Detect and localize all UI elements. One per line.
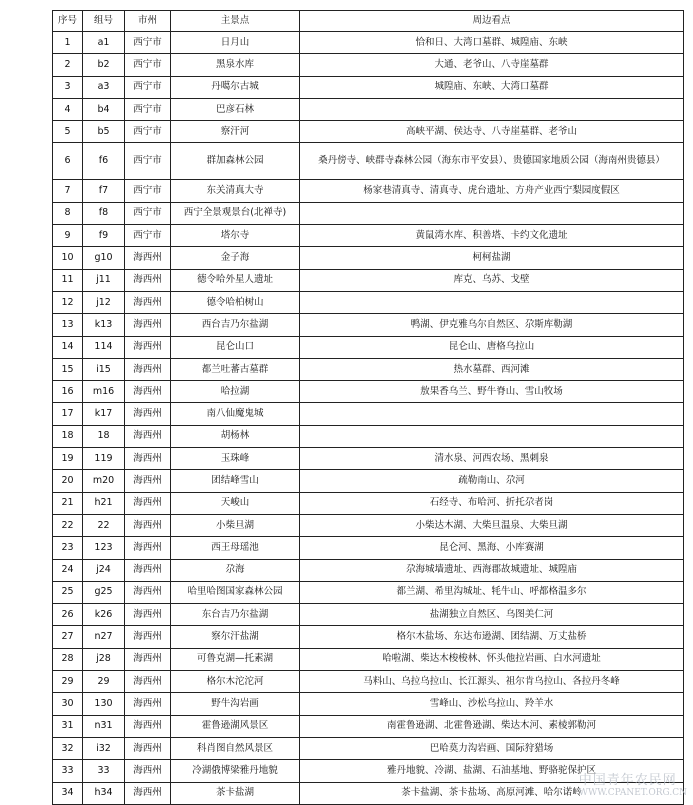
- cell-index: 16: [53, 381, 83, 403]
- cell-main-spot: 西台吉乃尔盐湖: [171, 314, 300, 336]
- cell-main-spot: 团结峰雪山: [171, 470, 300, 492]
- cell-group: m16: [83, 381, 125, 403]
- cell-nearby: 雪峰山、沙松乌拉山、羚羊水: [300, 693, 684, 715]
- table-row: [53, 143, 684, 180]
- cell-group: j11: [83, 269, 125, 291]
- cell-nearby: 马料山、乌拉乌拉山、长江源头、祖尔肯乌拉山、各拉丹冬峰: [300, 671, 684, 693]
- cell-group: 119: [83, 448, 125, 470]
- watermark-url: WWW.CPANET.ORG.CN: [578, 788, 687, 798]
- cell-nearby: 石经寺、布哈河、折托尕者岗: [300, 492, 684, 514]
- cell-city: 西宁市: [125, 143, 171, 180]
- cell-main-spot: 察尔汗盐湖: [171, 626, 300, 648]
- cell-group: f8: [83, 202, 125, 224]
- header-index: 序号: [53, 11, 83, 32]
- table-row: [53, 381, 684, 403]
- cell-main-spot: 东台吉乃尔盐湖: [171, 604, 300, 626]
- cell-main-spot: 玉珠峰: [171, 448, 300, 470]
- cell-group: b4: [83, 98, 125, 120]
- cell-index: 5: [53, 121, 83, 143]
- cell-main-spot: 德令哈外星人遗址: [171, 269, 300, 291]
- cell-index: 18: [53, 425, 83, 447]
- table-row: [53, 291, 684, 313]
- cell-index: 20: [53, 470, 83, 492]
- cell-nearby: 哈啦湖、柴达木梭梭林、怀头他拉岩画、白水河遗址: [300, 648, 684, 670]
- cell-main-spot: 黑泉水库: [171, 54, 300, 76]
- cell-main-spot: 日月山: [171, 32, 300, 54]
- cell-city: 海西州: [125, 247, 171, 269]
- cell-group: k26: [83, 604, 125, 626]
- cell-group: b2: [83, 54, 125, 76]
- cell-city: 海西州: [125, 537, 171, 559]
- cell-nearby: 雅丹地貌、冷湖、盐湖、石油基地、野骆驼保护区: [300, 760, 684, 782]
- watermark: [579, 769, 687, 798]
- scenic-spots-table: [52, 10, 684, 805]
- cell-main-spot: 科肖图自然风景区: [171, 737, 300, 759]
- table-row: [53, 32, 684, 54]
- cell-nearby: 南霍鲁逊湖、北霍鲁逊湖、柴达木河、素棱郭勒河: [300, 715, 684, 737]
- cell-index: 33: [53, 760, 83, 782]
- cell-main-spot: 都兰吐蕃古墓群: [171, 358, 300, 380]
- table-row: [53, 470, 684, 492]
- cell-nearby: 盐湖独立自然区、乌图美仁河: [300, 604, 684, 626]
- cell-city: 西宁市: [125, 54, 171, 76]
- cell-nearby: 城隍庙、东峡、大湾口墓群: [300, 76, 684, 98]
- cell-group: j24: [83, 559, 125, 581]
- table-row: [53, 336, 684, 358]
- cell-group: h21: [83, 492, 125, 514]
- table-row: [53, 425, 684, 447]
- cell-index: 15: [53, 358, 83, 380]
- table-row: [53, 492, 684, 514]
- cell-city: 西宁市: [125, 180, 171, 202]
- cell-index: 30: [53, 693, 83, 715]
- cell-main-spot: 野牛沟岩画: [171, 693, 300, 715]
- cell-group: 114: [83, 336, 125, 358]
- cell-nearby: [300, 202, 684, 224]
- cell-main-spot: 塔尔寺: [171, 225, 300, 247]
- table-container: [52, 10, 683, 805]
- cell-index: 24: [53, 559, 83, 581]
- cell-index: 2: [53, 54, 83, 76]
- cell-nearby: [300, 425, 684, 447]
- cell-group: g25: [83, 581, 125, 603]
- cell-main-spot: 哈拉湖: [171, 381, 300, 403]
- table-row: [53, 715, 684, 737]
- cell-group: f9: [83, 225, 125, 247]
- cell-index: 22: [53, 514, 83, 536]
- table-row: [53, 604, 684, 626]
- table-row: [53, 626, 684, 648]
- cell-index: 31: [53, 715, 83, 737]
- cell-group: 18: [83, 425, 125, 447]
- cell-city: 海西州: [125, 269, 171, 291]
- cell-nearby: 敖果香乌兰、野牛脊山、雪山牧场: [300, 381, 684, 403]
- cell-main-spot: 哈里哈图国家森林公园: [171, 581, 300, 603]
- cell-main-spot: 霍鲁逊湖风景区: [171, 715, 300, 737]
- cell-main-spot: 西王母瑶池: [171, 537, 300, 559]
- table-row: [53, 358, 684, 380]
- cell-city: 海西州: [125, 448, 171, 470]
- cell-group: a3: [83, 76, 125, 98]
- cell-city: 西宁市: [125, 202, 171, 224]
- cell-city: 海西州: [125, 336, 171, 358]
- cell-group: n31: [83, 715, 125, 737]
- cell-main-spot: 小柴旦湖: [171, 514, 300, 536]
- cell-nearby: 恰和日、大湾口墓群、城隍庙、东峡: [300, 32, 684, 54]
- table-row: [53, 537, 684, 559]
- cell-city: 海西州: [125, 671, 171, 693]
- cell-city: 海西州: [125, 492, 171, 514]
- cell-main-spot: 金子海: [171, 247, 300, 269]
- header-nearby: 周边看点: [300, 11, 684, 32]
- cell-index: 11: [53, 269, 83, 291]
- cell-nearby: 鸭湖、伊克雅乌尔自然区、尕斯库勒湖: [300, 314, 684, 336]
- table-row: [53, 581, 684, 603]
- cell-main-spot: 天峻山: [171, 492, 300, 514]
- cell-nearby: 疏勒南山、尕河: [300, 470, 684, 492]
- cell-nearby: 清水泉、河西农场、黑刺泉: [300, 448, 684, 470]
- cell-city: 海西州: [125, 604, 171, 626]
- cell-index: 6: [53, 143, 83, 180]
- table-row: [53, 54, 684, 76]
- cell-index: 10: [53, 247, 83, 269]
- cell-city: 海西州: [125, 782, 171, 804]
- cell-group: 130: [83, 693, 125, 715]
- cell-group: b5: [83, 121, 125, 143]
- table-body: [53, 32, 684, 805]
- cell-city: 西宁市: [125, 121, 171, 143]
- cell-city: 海西州: [125, 514, 171, 536]
- cell-main-spot: 昆仑山口: [171, 336, 300, 358]
- cell-group: f7: [83, 180, 125, 202]
- cell-main-spot: 察汗河: [171, 121, 300, 143]
- cell-index: 28: [53, 648, 83, 670]
- cell-nearby: 高峡平湖、侯达寺、八寺崖墓群、老爷山: [300, 121, 684, 143]
- cell-index: 4: [53, 98, 83, 120]
- cell-index: 27: [53, 626, 83, 648]
- cell-nearby: 杨家巷清真寺、清真寺、虎台遗址、方舟产业西宁梨园度假区: [300, 180, 684, 202]
- cell-nearby: [300, 98, 684, 120]
- cell-group: 123: [83, 537, 125, 559]
- cell-nearby: [300, 291, 684, 313]
- cell-group: n27: [83, 626, 125, 648]
- cell-index: 25: [53, 581, 83, 603]
- header-row: [53, 11, 684, 32]
- cell-nearby: 黄鼠湾水库、积善塔、卡约文化遗址: [300, 225, 684, 247]
- cell-nearby: [300, 403, 684, 425]
- table-row: [53, 269, 684, 291]
- cell-index: 13: [53, 314, 83, 336]
- cell-city: 西宁市: [125, 98, 171, 120]
- header-main-spot: 主景点: [171, 11, 300, 32]
- cell-index: 19: [53, 448, 83, 470]
- cell-city: 海西州: [125, 358, 171, 380]
- cell-index: 23: [53, 537, 83, 559]
- cell-group: i15: [83, 358, 125, 380]
- cell-group: 22: [83, 514, 125, 536]
- cell-index: 26: [53, 604, 83, 626]
- cell-index: 12: [53, 291, 83, 313]
- cell-nearby: 茶卡盐湖、茶卡盐场、高原河滩、哈尔诺岭: [300, 782, 684, 804]
- cell-city: 海西州: [125, 314, 171, 336]
- cell-nearby: 小柴达木湖、大柴旦温泉、大柴旦湖: [300, 514, 684, 536]
- cell-main-spot: 丹噶尔古城: [171, 76, 300, 98]
- watermark-cn: 中国青年农民网: [578, 773, 677, 788]
- cell-city: 海西州: [125, 715, 171, 737]
- table-row: [53, 514, 684, 536]
- table-row: [53, 737, 684, 759]
- cell-nearby: 库克、乌苏、戈壁: [300, 269, 684, 291]
- cell-nearby: 昆仑河、黑海、小库赛湖: [300, 537, 684, 559]
- cell-index: 9: [53, 225, 83, 247]
- cell-main-spot: 东关清真大寺: [171, 180, 300, 202]
- cell-group: m20: [83, 470, 125, 492]
- cell-city: 海西州: [125, 291, 171, 313]
- cell-index: 3: [53, 76, 83, 98]
- table-row: [53, 559, 684, 581]
- cell-main-spot: 冷湖俄博梁雅丹地貌: [171, 760, 300, 782]
- table-row: [53, 448, 684, 470]
- table-row: [53, 76, 684, 98]
- table-row: [53, 247, 684, 269]
- cell-nearby: 桑丹傍寺、峡群寺森林公园（海东市平安县）、贵德国家地质公园（海南州贵德县）: [300, 143, 684, 180]
- cell-group: 29: [83, 671, 125, 693]
- cell-group: 33: [83, 760, 125, 782]
- cell-group: k13: [83, 314, 125, 336]
- cell-index: 34: [53, 782, 83, 804]
- cell-index: 21: [53, 492, 83, 514]
- cell-main-spot: 巴彦石林: [171, 98, 300, 120]
- cell-index: 1: [53, 32, 83, 54]
- cell-group: f6: [83, 143, 125, 180]
- cell-index: 32: [53, 737, 83, 759]
- cell-nearby: 格尔木盐场、东达布逊湖、团结湖、万丈盐桥: [300, 626, 684, 648]
- table-row: [53, 98, 684, 120]
- cell-group: h34: [83, 782, 125, 804]
- cell-main-spot: 可鲁克湖—托素湖: [171, 648, 300, 670]
- table-row: [53, 225, 684, 247]
- cell-group: g10: [83, 247, 125, 269]
- table-row: [53, 314, 684, 336]
- cell-group: k17: [83, 403, 125, 425]
- cell-city: 西宁市: [125, 76, 171, 98]
- cell-main-spot: 胡杨林: [171, 425, 300, 447]
- cell-city: 西宁市: [125, 32, 171, 54]
- cell-main-spot: 南八仙魔鬼城: [171, 403, 300, 425]
- table-row: [53, 121, 684, 143]
- cell-city: 海西州: [125, 626, 171, 648]
- cell-city: 海西州: [125, 403, 171, 425]
- cell-nearby: 尕海城墙遗址、西海郡故城遗址、城隍庙: [300, 559, 684, 581]
- cell-group: j12: [83, 291, 125, 313]
- cell-main-spot: 西宁全景观景台(北禅寺): [171, 202, 300, 224]
- cell-index: 14: [53, 336, 83, 358]
- cell-nearby: 巴哈莫力沟岩画、国际狩猎场: [300, 737, 684, 759]
- cell-main-spot: 茶卡盐湖: [171, 782, 300, 804]
- cell-nearby: 热水墓群、西河滩: [300, 358, 684, 380]
- cell-city: 海西州: [125, 760, 171, 782]
- cell-city: 西宁市: [125, 225, 171, 247]
- cell-city: 海西州: [125, 693, 171, 715]
- cell-city: 海西州: [125, 470, 171, 492]
- cell-city: 海西州: [125, 737, 171, 759]
- cell-main-spot: 德令哈柏树山: [171, 291, 300, 313]
- cell-city: 海西州: [125, 559, 171, 581]
- cell-nearby: 柯柯盐湖: [300, 247, 684, 269]
- cell-nearby: 都兰湖、希里沟城址、牦牛山、呼都格温多尔: [300, 581, 684, 603]
- cell-index: 8: [53, 202, 83, 224]
- cell-group: i32: [83, 737, 125, 759]
- table-row: [53, 180, 684, 202]
- cell-group: j28: [83, 648, 125, 670]
- header-city: 市州: [125, 11, 171, 32]
- cell-main-spot: 格尔木沱沱河: [171, 671, 300, 693]
- cell-index: 29: [53, 671, 83, 693]
- cell-index: 7: [53, 180, 83, 202]
- cell-city: 海西州: [125, 381, 171, 403]
- cell-main-spot: 尕海: [171, 559, 300, 581]
- cell-group: a1: [83, 32, 125, 54]
- table-row: [53, 648, 684, 670]
- table-row: [53, 693, 684, 715]
- cell-city: 海西州: [125, 425, 171, 447]
- cell-nearby: 昆仑山、唐格乌拉山: [300, 336, 684, 358]
- cell-city: 海西州: [125, 648, 171, 670]
- header-group: 组号: [83, 11, 125, 32]
- table-row: [53, 403, 684, 425]
- cell-main-spot: 群加森林公园: [171, 143, 300, 180]
- cell-city: 海西州: [125, 581, 171, 603]
- cell-nearby: 大通、老爷山、八寺崖墓群: [300, 54, 684, 76]
- table-row: [53, 202, 684, 224]
- table-row: [53, 671, 684, 693]
- cell-index: 17: [53, 403, 83, 425]
